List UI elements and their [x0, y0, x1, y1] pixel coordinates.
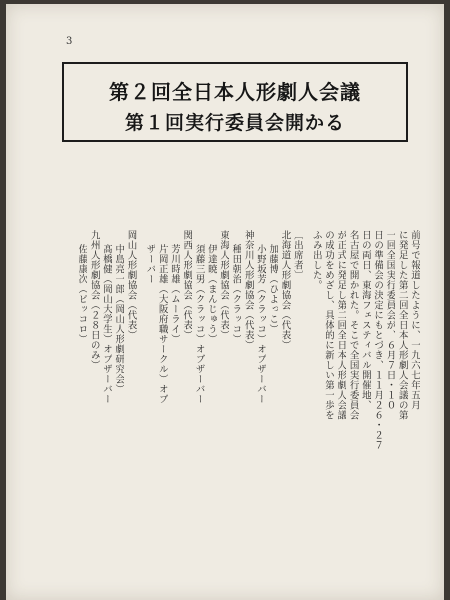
text-column: 日の両日、東海フェスティバル開催地、: [359, 230, 371, 410]
text-column: ザーバー: [144, 244, 156, 284]
text-column: 髙橋健（岡山大学生）オブザーバー: [100, 244, 112, 404]
text-column: 中島亮一郎（岡山人形劇研究会）: [113, 244, 125, 394]
text-column: の成功をめざし、具体的に新しい第一歩を: [323, 230, 335, 420]
text-column: 加藤博（ひよっこ）: [267, 244, 279, 334]
text-column: 一回全国実行委員会が、６月７日・１０: [384, 230, 396, 410]
title-line-2: 第１回実行委員会開かる: [124, 112, 345, 134]
text-column: 片岡正雄（大阪府職サークル）オブ: [156, 244, 168, 404]
text-column: ふみ出した。: [310, 230, 322, 290]
text-column: 神奈川人形劇協会（代表）: [242, 230, 254, 350]
text-column: 前号で報道したように、一九六七年五月: [409, 230, 420, 410]
text-column: に発足した第二回全日本人形劇人会議の第: [396, 230, 408, 420]
text-column: 関西人形劇協会（代表）: [181, 230, 193, 340]
text-column: 名古屋で開かれた。そこで全国実行委員会: [347, 230, 359, 420]
text-column: 〔出席者〕: [291, 230, 303, 280]
text-column: 九州人形劇協会（２８日のみ）: [88, 230, 100, 370]
page-number: 3: [66, 36, 73, 47]
title-box: [62, 62, 408, 142]
text-column: 種田朝治（クラッコ）: [230, 244, 242, 344]
text-column: が正式に発足し第二回全日本人形劇人会議: [335, 230, 347, 420]
text-column: 芳川時雄（ムーライ）: [169, 244, 181, 344]
text-column: 小野坂芳（クラッコ）オブザーバー: [254, 244, 266, 404]
article-body: [76, 230, 420, 600]
text-column: 佐藤康次（ピッコロ）: [76, 244, 88, 344]
column-gap: [138, 230, 144, 600]
text-column: 伊達暁（まんじゅう）: [205, 244, 217, 344]
text-column: 岡山人形劇協会（代表）: [125, 230, 137, 340]
text-column: 須藤三男（クラッコ）オブザーバー: [193, 244, 205, 404]
column-gap: [304, 230, 310, 600]
text-column: 東海人形劇協会（代表）: [218, 230, 230, 340]
text-column: 日の準備会の決定にもとづき、１１月２６・２７: [372, 230, 384, 450]
text-column: 北海道人形劇協会（代表）: [279, 230, 291, 350]
document-page: [6, 4, 444, 600]
title-line-1: 第２回全日本人形劇人会議: [109, 80, 361, 104]
